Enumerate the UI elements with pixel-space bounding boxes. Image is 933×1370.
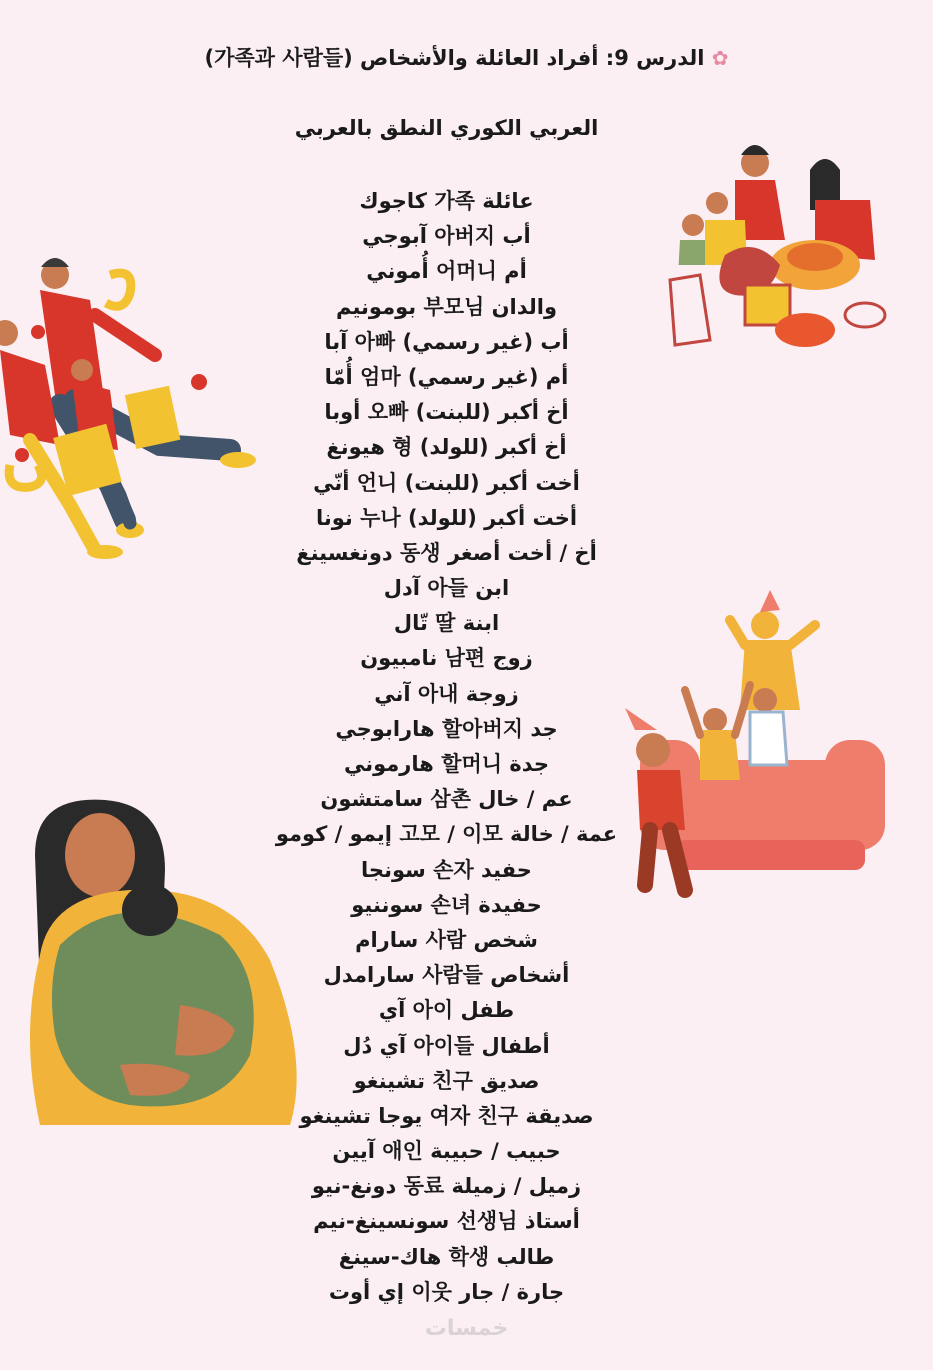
vocab-item: جد 할아버지 هارابوجي	[335, 716, 558, 741]
vocab-item: أخ أكبر (للولد) 형 هيونغ	[326, 435, 567, 460]
vocab-item: أخت أكبر (للبنت) 언니 أنّي	[313, 470, 580, 495]
vocab-item: أخت أكبر (للولد) 누나 نونا	[315, 505, 578, 530]
vocab-item: حبيب / حبيبة 애인 آيين	[332, 1139, 561, 1164]
vocab-item: والدان 부모님 بومونيم	[335, 294, 558, 319]
cherry-blossom-icon: ✿	[711, 46, 729, 70]
vocab-item: أم (غير رسمي) 엄마 أُمّا	[324, 364, 569, 389]
column-header: العربي الكوري النطق بالعربي	[294, 116, 599, 140]
vocab-item: زميل / زميلة 동료 دونغ-نيو	[311, 1174, 582, 1199]
vocab-item: عمة / خالة 고모 / 이모 إيمو / كومو	[275, 822, 618, 847]
vocab-item: ابن 아들 آدل	[383, 576, 510, 601]
vocab-item: صديق 친구 تشينغو	[353, 1068, 540, 1093]
family-walking-illustration	[0, 255, 270, 565]
vocab-item: أب 아버지 آبوجي	[362, 224, 531, 249]
vocab-item: أشخاص 사람들 سارامدل	[323, 963, 570, 988]
family-party-illustration	[615, 590, 895, 900]
vocab-item: أب (غير رسمي) 아빠 آبا	[324, 329, 569, 354]
vocab-item: ابنة 딸 تّال	[393, 611, 500, 636]
vocab-item: طالب 학생 هاك-سينغ	[338, 1244, 555, 1269]
vocab-item: صديقة 여자 친구 يوجا تشينغو	[299, 1103, 594, 1128]
vocab-item: جارة / جار 이웃 إي أوت	[328, 1279, 565, 1304]
vocab-item: عائلة 가족 كاجوك	[359, 189, 534, 213]
vocab-item: أم 어머니 أُموني	[366, 259, 527, 284]
family-dinner-illustration	[665, 145, 905, 350]
vocab-item: أخ / أخت أصغر 동생 دونغسينغ	[296, 540, 597, 565]
vocab-item: أخ أكبر (للبنت) 오빠 أوبا	[324, 400, 569, 425]
vocab-item: زوج 남편 نامبيون	[360, 646, 533, 671]
lesson-title-row	[0, 42, 933, 72]
mother-baby-illustration	[20, 795, 320, 1125]
vocab-item: طفل 아이 آي	[378, 998, 515, 1023]
vocab-item: زوجة 아내 آني	[374, 681, 519, 706]
vocab-item: أستاذ 선생님 سونسينغ-نيم	[313, 1209, 580, 1234]
vocab-item: أطفال 아이들 آي دُل	[343, 1033, 550, 1058]
vocab-item: جدة 할머니 هارموني	[344, 752, 549, 776]
vocab-item: حفيد 손자 سونجا	[361, 857, 532, 882]
watermark: خمسات	[424, 1316, 509, 1341]
vocab-item: عم / خال 삼촌 سامتشون	[320, 787, 573, 812]
vocab-item: شخص 사람 سارام	[355, 927, 538, 952]
lesson-title: الدرس 9: أفراد العائلة والأشخاص (가족과 사람들)	[204, 46, 705, 70]
vocab-item: حفيدة 손녀 سوننيو	[351, 892, 542, 917]
